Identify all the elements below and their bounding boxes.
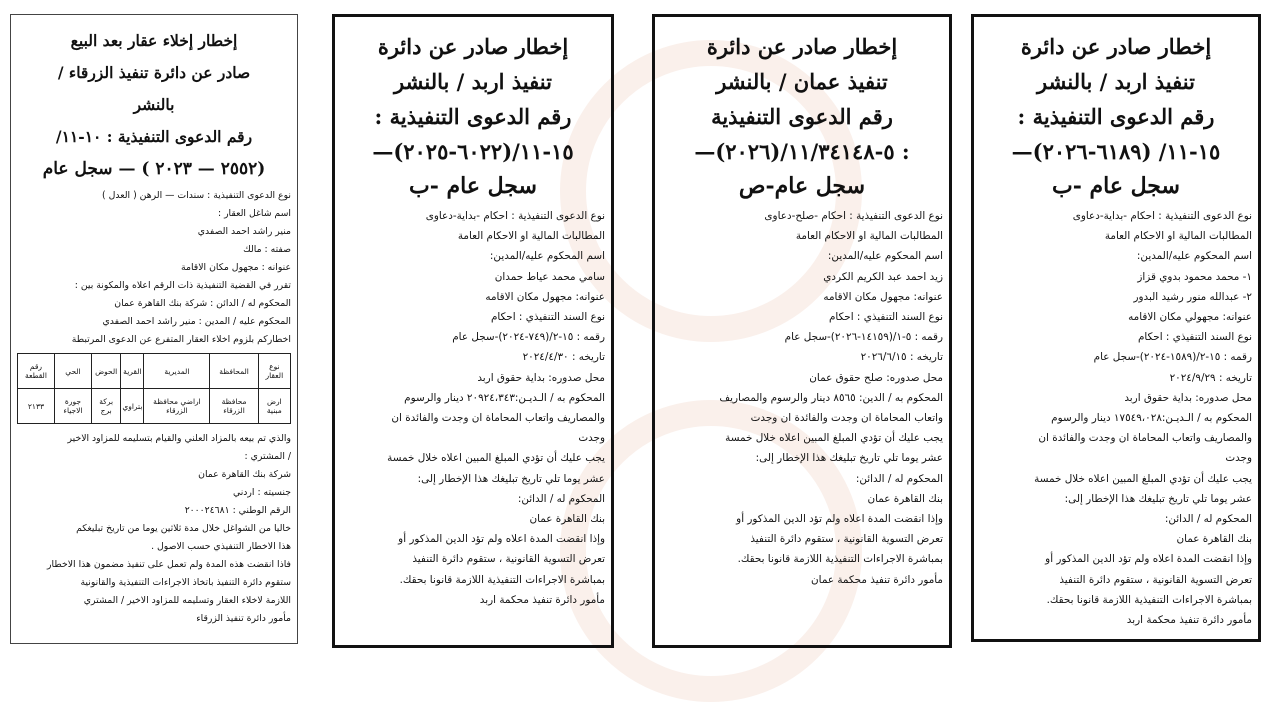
notice-irbid-6189 <box>971 14 1261 642</box>
notice-line: بمباشرة الاجراءات التنفيذية اللازمة قانونا بحقك. <box>399 573 605 586</box>
notice-line: يجب عليك أن تؤدي المبلغ المبين اعلاه خلال خمسة <box>725 432 943 445</box>
notice-line: بنك القاهرة عمان <box>529 513 605 526</box>
notice-body <box>974 204 1258 630</box>
notice-line: يجب عليك أن تؤدي المبلغ المبين اعلاه خلال خمسة <box>387 452 605 465</box>
notice-line: المحكوم له / الدائن: <box>855 472 943 485</box>
notice-line: زيد احمد عبد الكريم الكردي <box>823 270 943 283</box>
notice-line: / المشتري : <box>244 451 291 462</box>
notice-line: عشر يوما تلي تاريخ تبليغك هذا الإخطار إلى: <box>1064 492 1252 505</box>
notice-line: محل صدوره: بداية حقوق اربد <box>1124 391 1252 404</box>
notice-line: بنك القاهرة عمان <box>1176 533 1252 546</box>
notice-line: مأمور دائرة تنفيذ محكمة اربد <box>1126 614 1252 627</box>
notice-line: عنوانه: مجهول مكان الاقامه <box>485 290 605 303</box>
notice-line: بنك القاهرة عمان <box>867 492 943 505</box>
notice-line: والذي تم بيعه بالمزاد العلني والقيام بتسليمه للمزاود الاخير <box>67 433 291 444</box>
notice-line: نوع السند التنفيذي : احكام <box>828 311 943 324</box>
register-label: سجل عام -ب <box>409 173 537 199</box>
notice-line: هذا الاخطار التنفيذي حسب الاصول . <box>151 541 291 552</box>
notice-line: رقمه : ١٥-٢/(٧٤٩-٢٠٢٤)-سجل عام <box>452 331 605 344</box>
notice-line: المحكوم به / الدين: ٨٥٦٥ دينار والرسوم والمصاريف <box>719 391 943 404</box>
notice-line: اسم شاغل العقار : <box>217 208 291 219</box>
notice-line: تاريخه : ٢٠٢٤/٩/٢٩ <box>1169 371 1252 384</box>
notice-line: وجدت <box>1225 452 1252 465</box>
notice-line: نوع السند التنفيذي : احكام <box>1137 331 1252 344</box>
notice-heading: إخطار صادر عن دائرة تنفيذ اربد / بالنشر رقم الدعوى التنفيذية : ١٥-١١/ (٦١٨٩-٢٠٢٦)— سجل عام -ب <box>974 29 1258 204</box>
notice-line: وإذا انقضت المدة اعلاه ولم تؤد الدين المذكور أو <box>736 513 943 526</box>
notice-line: تعرض التسوية القانونية ، ستقوم دائرة التنفيذ <box>750 533 943 546</box>
notice-line: المحكوم له / الدائن: <box>517 492 605 505</box>
notice-line: نوع الدعوى التنفيذية : احكام -بداية-دعاوى <box>425 210 605 222</box>
notice-line: بمباشرة الاجراءات التنفيذية اللازمة قانونا بحقك. <box>737 553 943 566</box>
notice-line: اخطاركم بلزوم اخلاء العقار المتفرع عن الدعوى المرتبطة <box>71 334 291 345</box>
notice-line: يجب عليك أن تؤدي المبلغ المبين اعلاه خلال خمسة <box>1034 472 1252 485</box>
table-row: ارض مبنية محافظة الزرقاء اراضي محافظة الزرقاء بتراوي بركة برج جورة الاجياء ٢١٣٣ <box>18 389 291 424</box>
notice-line: رقمه : ٥-١/(١٤١٥٩-٢٠٢٦)-سجل عام <box>784 331 943 344</box>
notice-line: اللازمة لاخلاء العقار وتسليمه للمزاود الاخير / المشتري <box>83 595 291 606</box>
notice-line: وجدت <box>578 432 605 445</box>
notice-line: المحكوم به / الـديـن:١٧٥٤٩،٠٢٨ دينار والرسوم <box>1051 412 1252 425</box>
notice-heading: إخطار إخلاء عقار بعد البيع صادر عن دائرة تنفيذ الزرقاء / بالنشر رقم الدعوى التنفيذية : ١٠-١١/ (٢٥٥٢ — ٢٠٢٣ ) — سجل عام <box>42 31 266 179</box>
notice-line: تعرض التسوية القانونية ، ستقوم دائرة التنفيذ <box>1059 573 1252 586</box>
notice-line: وإذا انقضت المدة اعلاه ولم تؤد الدين المذكور أو <box>398 533 605 546</box>
notice-line: ١- محمد محمود بدوي قزاز <box>1137 270 1252 283</box>
notice-line: فاذا انقضت هذه المدة ولم تعمل على تنفيذ مضمون هذا الاخطار <box>47 559 291 570</box>
notice-line: عنوانه: مجهولي مكان الاقامه <box>1128 311 1252 324</box>
notice-line: مأمور دائرة تنفيذ محكمة عمان <box>811 573 943 586</box>
notice-line: صفته : مالك <box>243 244 291 255</box>
notice-line: المحكوم له / الدائن : شركة بنك القاهرة عمان <box>114 298 291 309</box>
notice-zarqa-eviction <box>10 14 298 644</box>
notice-heading: إخطار صادر عن دائرة تنفيذ اربد / بالنشر رقم الدعوى التنفيذية : ١٥-١١/(٦٠٢٢-٢٠٢٥)— سجل عام -ب <box>335 29 611 204</box>
register-label: سجل عام -ب <box>1052 173 1180 199</box>
notice-line: اسم المحكوم عليه/المدين: <box>489 250 605 263</box>
notice-line: الرقم الوطني : ٢٠٠٠٢٤٦٨١ <box>184 505 291 516</box>
notice-line: عشر يوما تلي تاريخ تبليغك هذا الإخطار إلى: <box>417 472 605 485</box>
notice-line: عنوانه : مجهول مكان الاقامة <box>181 262 291 273</box>
notice-line: مأمور دائرة تنفيذ محكمة اربد <box>479 593 605 606</box>
notice-heading: إخطار صادر عن دائرة تنفيذ عمان / بالنشر رقم الدعوى التنفيذية : ٥-١١/٣٤١٤٨/(٢٠٢٦)— سجل عام-ص <box>655 29 949 204</box>
notice-line: عشر يوما تلي تاريخ تبليغك هذا الإخطار إلى: <box>755 452 943 465</box>
notice-line: ستقوم دائرة التنفيذ باتخاذ الاجراءات التنفيذية والقانونية <box>80 577 291 588</box>
notice-amman-34148 <box>652 14 952 648</box>
table-header-row: نوع العقار المحافظة المديرية القرية الحوض الحي رقم القطعة <box>18 354 291 389</box>
notice-line: تاريخه : ٢٠٢٦/٦/١٥ <box>860 351 943 364</box>
notice-line: المطالبات المالية او الاحكام العامة <box>457 230 605 243</box>
notice-line: نوع الدعوى التنفيذية : سندات — الرهن ( العدل ) <box>102 190 291 201</box>
notice-irbid-6022 <box>332 14 614 648</box>
notice-line: المحكوم به / الـديـن:٢٠٩٢٤،٣٤٣ دينار والرسوم <box>404 391 605 404</box>
notice-line: وإذا انقضت المدة اعلاه ولم تؤد الدين المذكور أو <box>1045 553 1252 566</box>
notice-line: نوع الدعوى التنفيذية : احكام -صلح-دعاوى <box>764 210 943 222</box>
notice-line: ٢- عبدالله منور رشيد البدور <box>1133 290 1252 303</box>
notice-line: بمباشرة الاجراءات التنفيذية اللازمة قانونا بحقك. <box>1046 593 1252 606</box>
notice-line: منير راشد احمد الصفدي <box>197 226 291 237</box>
notice-line: اسم المحكوم عليه/المدين: <box>1136 250 1252 263</box>
notice-line: والمصاريف واتعاب المحاماة ان وجدت والفائدة ان <box>391 412 605 425</box>
notice-line: نوع الدعوى التنفيذية : احكام -بداية-دعاوى <box>1072 210 1252 222</box>
notice-line: سامي محمد عياط حمدان <box>494 270 605 283</box>
notice-line: اسم المحكوم عليه/المدين: <box>827 250 943 263</box>
notice-line: خاليا من الشواغل خلال مدة ثلاثين يوما من تاريخ تبليغكم <box>76 523 291 534</box>
register-label: سجل عام-ص <box>738 173 866 199</box>
notice-line: والمصاريف واتعاب المحاماة ان وجدت والفائدة ان <box>1038 432 1252 445</box>
notice-line: مأمور دائرة تنفيذ الزرقاء <box>196 613 291 624</box>
notice-line: تاريخه : ٢٠٢٤/٤/٣٠ <box>522 351 605 364</box>
notice-line: تعرض التسوية القانونية ، ستقوم دائرة التنفيذ <box>412 553 605 566</box>
notice-line: جنسيته : اردني <box>232 487 291 498</box>
notice-line: المطالبات المالية او الاحكام العامة <box>795 230 943 243</box>
notice-line: تقرر في القضية التنفيذية ذات الرقم اعلاه والمكونة بين : <box>74 280 291 291</box>
notice-line: محل صدوره: بداية حقوق اربد <box>477 371 605 384</box>
notice-line: المحكوم له / الدائن: <box>1164 513 1252 526</box>
notice-body-bottom <box>11 428 297 628</box>
notice-line: شركة بنك القاهرة عمان <box>198 469 291 480</box>
notice-line: واتعاب المحاماة ان وجدت والفائدة ان وجدت <box>750 412 943 425</box>
notice-line: عنوانه: مجهول مكان الاقامه <box>823 290 943 303</box>
notice-line: المحكوم عليه / المدين : منير راشد احمد الصفدي <box>102 316 291 327</box>
notice-line: محل صدوره: صلح حقوق عمان <box>809 371 943 384</box>
notice-body-top <box>11 185 297 349</box>
notice-body <box>335 204 611 610</box>
notice-body <box>655 204 949 590</box>
property-table <box>17 353 291 424</box>
notice-line: رقمه : ١٥-٢/(١٥٨٩-٢٠٢٤)-سجل عام <box>1093 351 1252 364</box>
notice-line: نوع السند التنفيذي : احكام <box>490 311 605 324</box>
notice-line: المطالبات المالية او الاحكام العامة <box>1104 230 1252 243</box>
